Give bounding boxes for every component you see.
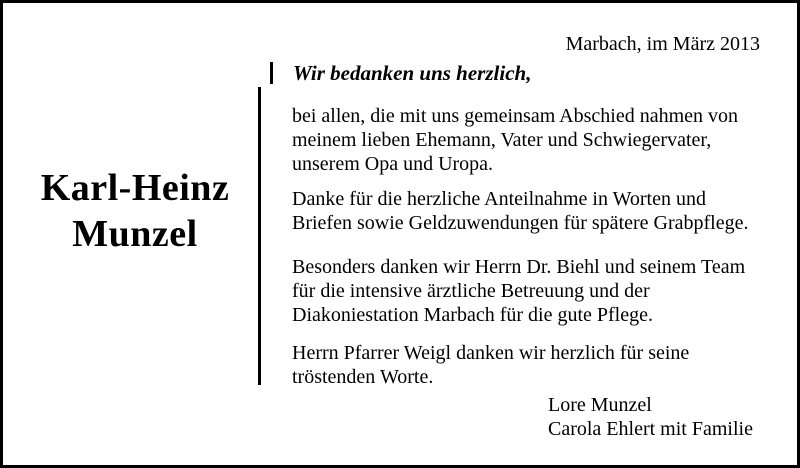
divider-accent	[270, 62, 273, 84]
paragraph-line: meinem lieben Ehemann, Vater und Schwiegervater,	[292, 129, 712, 151]
deceased-first-name: Karl-Heinz	[40, 167, 230, 209]
paragraph-line: Danke für die herzliche Anteilnahme in Worten und	[292, 188, 706, 210]
paragraph-condolences	[292, 187, 748, 235]
date-line: Marbach, im März 2013	[565, 33, 760, 55]
signatories	[548, 393, 753, 441]
paragraph-line: Besonders danken wir Herrn Dr. Biehl und seinem Team	[292, 256, 746, 278]
paragraph-pastor-thanks	[292, 341, 689, 389]
paragraph-line: Herrn Pfarrer Weigl danken wir herzlich für seine	[292, 342, 690, 364]
signatory-name: Carola Ehlert mit Familie	[548, 418, 753, 440]
paragraph-line: Briefen sowie Geldzuwendungen für spätere Grabpflege.	[292, 212, 749, 234]
paragraph-line: bei allen, die mit uns gemeinsam Abschied nahmen von	[292, 105, 739, 127]
signatory-name: Lore Munzel	[548, 394, 652, 416]
thanks-heading: Wir bedanken uns herzlich,	[293, 61, 532, 85]
paragraph-line: für die intensive ärztliche Betreuung und der	[292, 280, 650, 302]
deceased-last-name: Munzel	[72, 213, 198, 255]
paragraph-farewell	[292, 104, 738, 176]
paragraph-line: unserem Opa und Uropa.	[292, 153, 494, 175]
paragraph-line: tröstenden Worte.	[292, 366, 434, 388]
paragraph-line: Diakoniestation Marbach für die gute Pflege.	[292, 304, 653, 326]
paragraph-doctor-thanks	[292, 255, 745, 327]
